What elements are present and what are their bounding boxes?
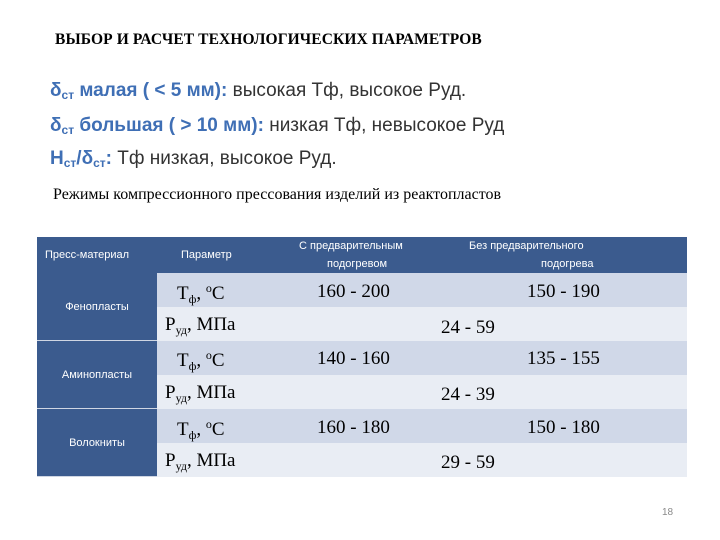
header-nopreheat-line1: Без предварительного: [469, 240, 584, 252]
delta-symbol: δ: [50, 80, 62, 101]
param-temperature: $Т_ф$, $^о$С: [177, 348, 225, 373]
condition-line-thick: [50, 115, 504, 137]
param-pressure: $Р_{уд}$, МПа: [165, 314, 236, 337]
table-row: [157, 375, 687, 409]
condition-result: высокая Тф, высокое Руд.: [227, 80, 467, 101]
temp-with-preheat: 140 - 160: [317, 348, 390, 369]
condition-line-ratio: [50, 148, 337, 170]
table-caption: Режимы компрессионного прессования изделий из реактопластов: [53, 186, 502, 203]
table-row: [157, 273, 687, 307]
delta-subscript: ст: [61, 88, 75, 102]
material-cell: Фенопласты: [37, 273, 157, 341]
header-nopreheat-line2: подогрева: [541, 258, 594, 270]
ratio-colon: :: [105, 148, 112, 169]
delta-subscript: ст: [93, 156, 106, 170]
table-row: [157, 409, 687, 443]
table-row: [157, 307, 687, 341]
material-cell: Аминопласты: [37, 341, 157, 409]
material-cell: Волокниты: [37, 409, 157, 477]
temp-without-preheat: 135 - 155: [527, 348, 600, 369]
height-subscript: ст: [63, 156, 77, 170]
header-material: Пресс-материал: [45, 249, 130, 261]
condition-result: низкая Тф, невысокое Руд: [263, 115, 505, 136]
pressure-range: 29 - 59: [441, 452, 495, 473]
pressure-range: 24 - 39: [441, 384, 495, 405]
temp-without-preheat: 150 - 190: [527, 281, 600, 302]
delta-symbol: δ: [50, 115, 62, 136]
pressing-modes-table: [37, 237, 687, 477]
condition-result: Тф низкая, высокое Руд.: [112, 148, 337, 169]
slide-title: ВЫБОР И РАСЧЕТ ТЕХНОЛОГИЧЕСКИХ ПАРАМЕТРОВ: [55, 31, 482, 48]
param-pressure: $Р_{уд}$, МПа: [165, 450, 236, 473]
table-row: [157, 443, 687, 477]
header-preheat-line2: подогревом: [327, 258, 388, 270]
table-header-row: [37, 237, 687, 274]
condition-line-thin: [50, 80, 466, 102]
delta-subscript: ст: [61, 123, 75, 137]
table-row: [157, 341, 687, 375]
temp-with-preheat: 160 - 200: [317, 281, 390, 302]
temp-with-preheat: 160 - 180: [317, 417, 390, 438]
header-parameter: Параметр: [181, 249, 232, 261]
ratio-slash-delta: /δ: [76, 148, 94, 169]
param-pressure: $Р_{уд}$, МПа: [165, 382, 236, 405]
page-number: 18: [662, 507, 674, 518]
pressure-range: 24 - 59: [441, 317, 495, 338]
condition-label: большая ( > 10 мм):: [74, 115, 264, 136]
condition-label: малая ( < 5 мм):: [74, 80, 228, 101]
param-temperature: $Т_ф$, $^о$С: [177, 281, 225, 306]
param-temperature: $Т_ф$, $^о$С: [177, 417, 225, 442]
height-symbol: Н: [50, 148, 64, 169]
temp-without-preheat: 150 - 180: [527, 417, 600, 438]
header-preheat-line1: С предварительным: [299, 240, 403, 252]
